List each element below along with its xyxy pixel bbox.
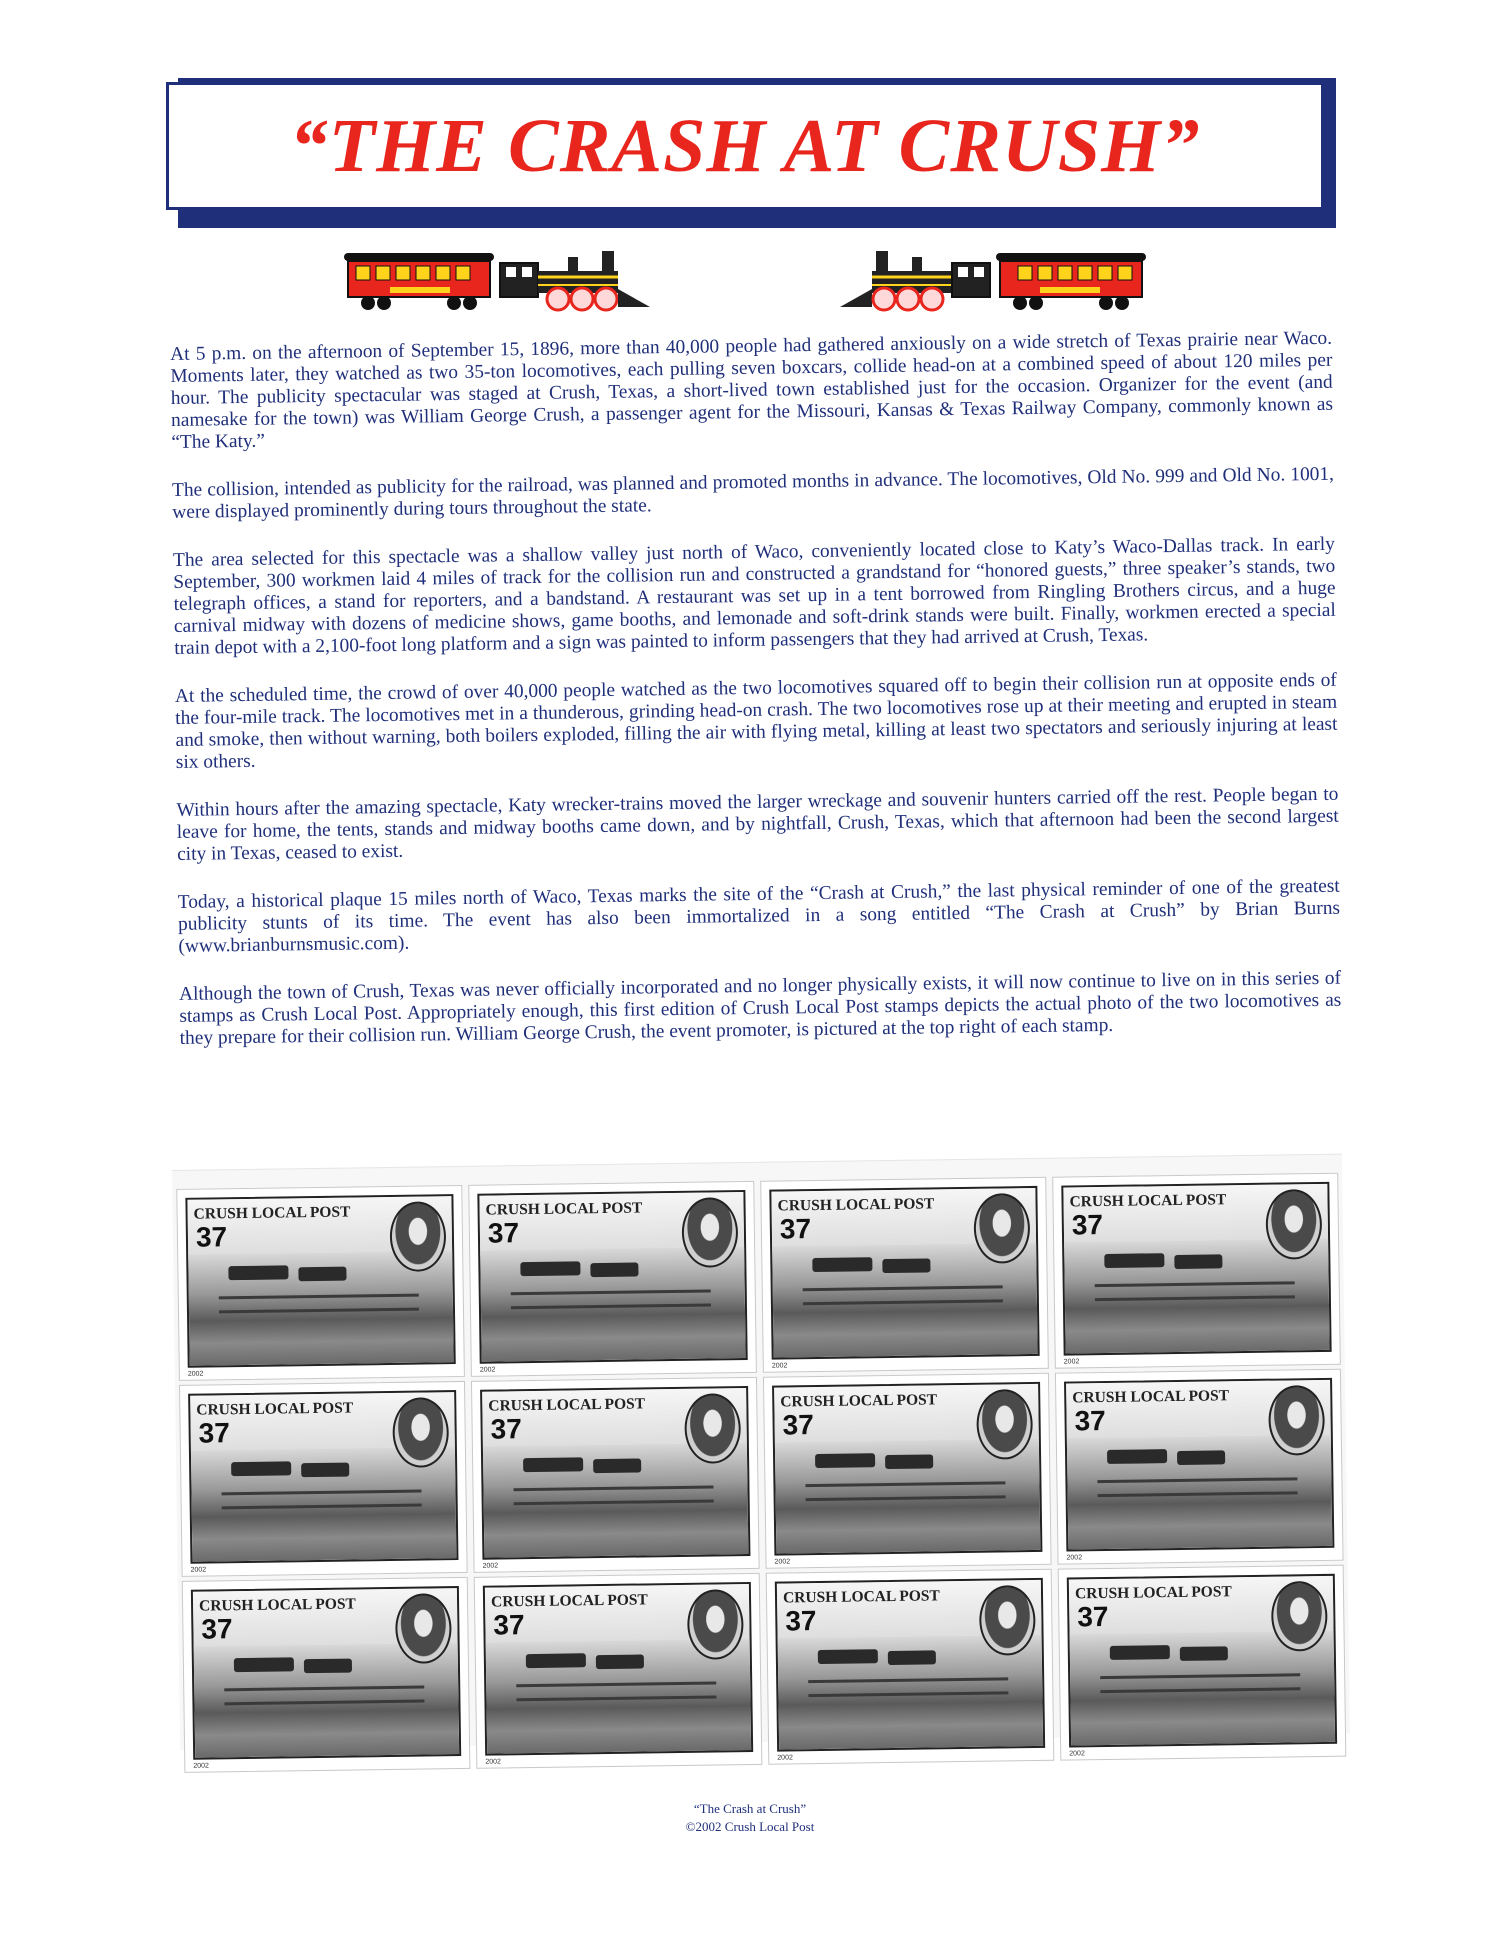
locomotive-photo bbox=[1177, 1450, 1225, 1465]
portrait-icon bbox=[681, 1197, 738, 1268]
fence-rail bbox=[516, 1681, 716, 1687]
locomotive-photo bbox=[885, 1454, 933, 1469]
stamp-year: 2002 bbox=[1063, 1358, 1080, 1366]
locomotive-photo bbox=[1110, 1645, 1170, 1660]
stamp-frame bbox=[772, 1382, 1042, 1556]
portrait-icon bbox=[979, 1585, 1036, 1656]
fence-rail bbox=[222, 1504, 422, 1510]
stamp-year: 2002 bbox=[482, 1562, 499, 1570]
footer-title: “The Crash at Crush” bbox=[693, 1801, 807, 1816]
stamp-value: 37 bbox=[490, 1413, 523, 1445]
stamp bbox=[1052, 1173, 1341, 1369]
page-title: “THE CRASH AT CRUSH” bbox=[289, 103, 1201, 188]
fence-rail bbox=[516, 1695, 716, 1701]
stamp bbox=[474, 1573, 763, 1769]
fence-rail bbox=[1098, 1491, 1298, 1497]
passenger-car-right bbox=[996, 253, 1146, 310]
footer-copyright: ©2002 Crush Local Post bbox=[685, 1819, 815, 1834]
stamp-post-name: CRUSH LOCAL POST bbox=[777, 1195, 935, 1215]
stamp bbox=[471, 1377, 760, 1573]
portrait-icon bbox=[973, 1193, 1030, 1264]
locomotive-photo bbox=[590, 1262, 638, 1277]
stamp-frame bbox=[1064, 1378, 1334, 1552]
fence-rail bbox=[511, 1303, 711, 1309]
stamp-year: 2002 bbox=[485, 1758, 501, 1766]
locomotive-photo bbox=[818, 1649, 878, 1664]
stamp-value: 37 bbox=[785, 1605, 817, 1637]
stamp-year: 2002 bbox=[777, 1754, 793, 1762]
stamp-frame bbox=[775, 1578, 1045, 1752]
paragraph: At 5 p.m. on the afternoon of September 15, 1896, more than 40,000 people had gathered anxiously on a wide stretch of Texas prairie near Waco. Moments later, they watched as two 35-ton locomotives, each pulling seven boxcars, collide head-on at a combined speed of about 120 miles per hour. The publicity spectacular was staged at Crush, Texas, a short-lived town established just for the occasion. Organizer for the event (and namesake for the town) was William George Crush, a passenger agent for the Missouri, Kansas & Texas Railway Company, commonly known as “The Katy.” bbox=[170, 327, 1334, 453]
stamp-year: 2002 bbox=[193, 1762, 209, 1770]
stamp-post-name: CRUSH LOCAL POST bbox=[485, 1199, 643, 1219]
stamp-value: 37 bbox=[493, 1609, 525, 1641]
stamp-post-name: CRUSH LOCAL POST bbox=[1072, 1387, 1230, 1407]
stamp-frame bbox=[191, 1586, 461, 1760]
locomotive-photo bbox=[234, 1657, 294, 1672]
fence-rail bbox=[1097, 1477, 1297, 1483]
locomotive-photo bbox=[523, 1457, 583, 1472]
stamp-post-name: CRUSH LOCAL POST bbox=[193, 1203, 351, 1223]
fence-rail bbox=[803, 1299, 1003, 1305]
stamp bbox=[760, 1177, 1049, 1373]
stamp-value: 37 bbox=[1077, 1600, 1109, 1633]
locomotive-photo bbox=[1180, 1646, 1228, 1661]
stamp-frame bbox=[188, 1390, 458, 1564]
paragraph: Although the town of Crush, Texas was never officially incorporated and no longer physically exists, it will now continue to live on in this series of stamps as Crush Local Post. Appropriately enough, this first edition of Crush Local Post stamps depicts the actual photo of the two locomotives as they prepare for their collision run. William George Crush, the event promoter, is pictured at the top right of each stamp. bbox=[178, 967, 1342, 1049]
locomotive-photo bbox=[812, 1257, 872, 1272]
title-banner bbox=[166, 82, 1324, 210]
stamp-frame bbox=[480, 1386, 750, 1560]
stamp-value: 37 bbox=[782, 1409, 814, 1441]
paragraph: The area selected for this spectacle was a shallow valley just north of Waco, conveniently located close to Katy’s Waco-Dallas track. In early September, 300 workmen laid 4 miles of track for the collision run and constructed a grandstand for “honored guests,” three speaker’s stands, two telegraph offices, a stand for reporters, and a bandstand. A restaurant was set up in a tent borrowed from Ringling Brothers circus, and a huge carnival midway with dozens of medicine shows, game booths, and lemonade and soft-drink stands were built. Finally, workmen erected a special train depot with a 2,100-foot long platform and a sign was painted to inform passengers that they had arrived at Crush, Texas. bbox=[172, 533, 1336, 659]
stamp-year: 2002 bbox=[190, 1566, 207, 1574]
stamp bbox=[182, 1577, 471, 1773]
stamp-year: 2002 bbox=[771, 1362, 788, 1370]
stamp-sheet bbox=[172, 1154, 1350, 1770]
stamp-post-name: CRUSH LOCAL POST bbox=[488, 1395, 646, 1415]
portrait-icon bbox=[395, 1593, 452, 1664]
portrait-icon bbox=[392, 1397, 449, 1468]
stamp-frame bbox=[185, 1194, 455, 1368]
stamp-post-name: CRUSH LOCAL POST bbox=[1074, 1583, 1232, 1603]
fence-rail bbox=[805, 1481, 1005, 1487]
stamp-year: 2002 bbox=[479, 1366, 496, 1374]
stamp-frame bbox=[1067, 1574, 1337, 1748]
fence-rail bbox=[513, 1485, 713, 1491]
paragraph: Within hours after the amazing spectacle, Katy wrecker-trains moved the larger wreckage and souvenir hunters carried off the rest. People began to leave for home, the tents, stands and midway booths came down, and by nightfall, Crush, Texas, which that afternoon had been the second largest city in Texas, ceased to exist. bbox=[176, 783, 1339, 865]
portrait-icon bbox=[1265, 1189, 1322, 1260]
fence-rail bbox=[1100, 1687, 1300, 1693]
stamp bbox=[1058, 1565, 1347, 1761]
stamp bbox=[763, 1373, 1052, 1569]
footer bbox=[0, 1800, 1500, 1836]
stamp-value: 37 bbox=[195, 1221, 228, 1253]
locomotive-photo bbox=[593, 1458, 641, 1473]
locomotive-photo bbox=[1107, 1449, 1167, 1464]
locomotive-photo bbox=[304, 1659, 352, 1674]
paragraph: The collision, intended as publicity for the railroad, was planned and promoted months in advance. The locomotives, Old No. 999 and Old No. 1001, were displayed prominently during tours throughout the state. bbox=[171, 463, 1335, 523]
stamp bbox=[1055, 1369, 1344, 1565]
fence-rail bbox=[219, 1308, 419, 1314]
article-body bbox=[170, 328, 1342, 1076]
stamp-frame bbox=[1061, 1182, 1331, 1356]
stamp-value: 37 bbox=[779, 1213, 812, 1245]
fence-rail bbox=[1095, 1295, 1295, 1301]
stamp-post-name: CRUSH LOCAL POST bbox=[490, 1591, 648, 1611]
stamp-year: 2002 bbox=[187, 1370, 204, 1378]
fence-rail bbox=[222, 1490, 422, 1496]
locomotive-photo bbox=[526, 1653, 586, 1668]
stamp-year: 2002 bbox=[1066, 1554, 1083, 1562]
locomotive-photo bbox=[815, 1453, 875, 1468]
train-illustration-right bbox=[800, 245, 1160, 315]
stamp-year: 2002 bbox=[774, 1558, 791, 1566]
stamp-frame bbox=[483, 1582, 753, 1756]
stamp-post-name: CRUSH LOCAL POST bbox=[1069, 1191, 1227, 1211]
fence-rail bbox=[1100, 1673, 1300, 1679]
portrait-icon bbox=[976, 1389, 1033, 1460]
fence-rail bbox=[224, 1700, 424, 1706]
locomotive-photo bbox=[882, 1258, 930, 1273]
fence-rail bbox=[511, 1289, 711, 1295]
locomotive-photo bbox=[520, 1261, 580, 1276]
stamp-post-name: CRUSH LOCAL POST bbox=[198, 1595, 356, 1615]
stamp-value: 37 bbox=[1074, 1404, 1106, 1437]
passenger-car-left bbox=[344, 253, 494, 310]
paragraph: At the scheduled time, the crowd of over 40,000 people watched as the two locomotives squared off to begin their collision run at opposite ends of the four-mile track. The locomotives met in a thunderous, grinding head-on crash. The two locomotives rose up at their meeting and erupted in steam and smoke, then without warning, both boilers exploded, filling the air with flying metal, killing at least two spectators and seriously injuring at least six others. bbox=[174, 669, 1338, 773]
stamp-value: 37 bbox=[1071, 1209, 1104, 1241]
paragraph: Today, a historical plaque 15 miles north of Waco, Texas marks the site of the “Crash at Crush,” the last physical reminder of one of the greatest publicity stunts of its time. The event has also been immortalized in a song entitled “The Crash at Crush” by Brian Burns (www.brianburnsmusic.com). bbox=[177, 875, 1341, 957]
locomotive-photo bbox=[298, 1267, 346, 1282]
fence-rail bbox=[224, 1686, 424, 1692]
fence-rail bbox=[514, 1499, 714, 1505]
locomotive-photo bbox=[596, 1654, 644, 1669]
stamp-value: 37 bbox=[487, 1217, 520, 1249]
portrait-icon bbox=[684, 1393, 741, 1464]
stamp bbox=[766, 1569, 1055, 1765]
fence-rail bbox=[803, 1285, 1003, 1291]
stamp-year: 2002 bbox=[1069, 1750, 1085, 1758]
train-illustration-left bbox=[340, 245, 700, 315]
locomotive-photo bbox=[888, 1650, 936, 1665]
stamp-value: 37 bbox=[198, 1417, 231, 1449]
stamp-post-name: CRUSH LOCAL POST bbox=[196, 1399, 354, 1419]
locomotive-left bbox=[500, 251, 650, 310]
locomotive-right bbox=[840, 251, 990, 310]
fence-rail bbox=[808, 1677, 1008, 1683]
fence-rail bbox=[808, 1691, 1008, 1697]
locomotive-photo bbox=[231, 1461, 291, 1476]
fence-rail bbox=[806, 1495, 1006, 1501]
stamp-frame bbox=[477, 1190, 747, 1364]
stamp-value: 37 bbox=[201, 1613, 233, 1645]
locomotive-photo bbox=[301, 1463, 349, 1478]
fence-rail bbox=[1095, 1281, 1295, 1287]
stamp-post-name: CRUSH LOCAL POST bbox=[782, 1587, 940, 1607]
locomotive-photo bbox=[1104, 1253, 1164, 1268]
stamp-frame bbox=[769, 1186, 1039, 1360]
stamp bbox=[179, 1381, 468, 1577]
locomotive-photo bbox=[228, 1265, 288, 1280]
locomotive-photo bbox=[1174, 1254, 1222, 1269]
fence-rail bbox=[219, 1294, 419, 1300]
stamp bbox=[468, 1181, 757, 1377]
portrait-icon bbox=[687, 1589, 744, 1660]
stamp-post-name: CRUSH LOCAL POST bbox=[780, 1391, 938, 1411]
stamp bbox=[176, 1185, 465, 1381]
